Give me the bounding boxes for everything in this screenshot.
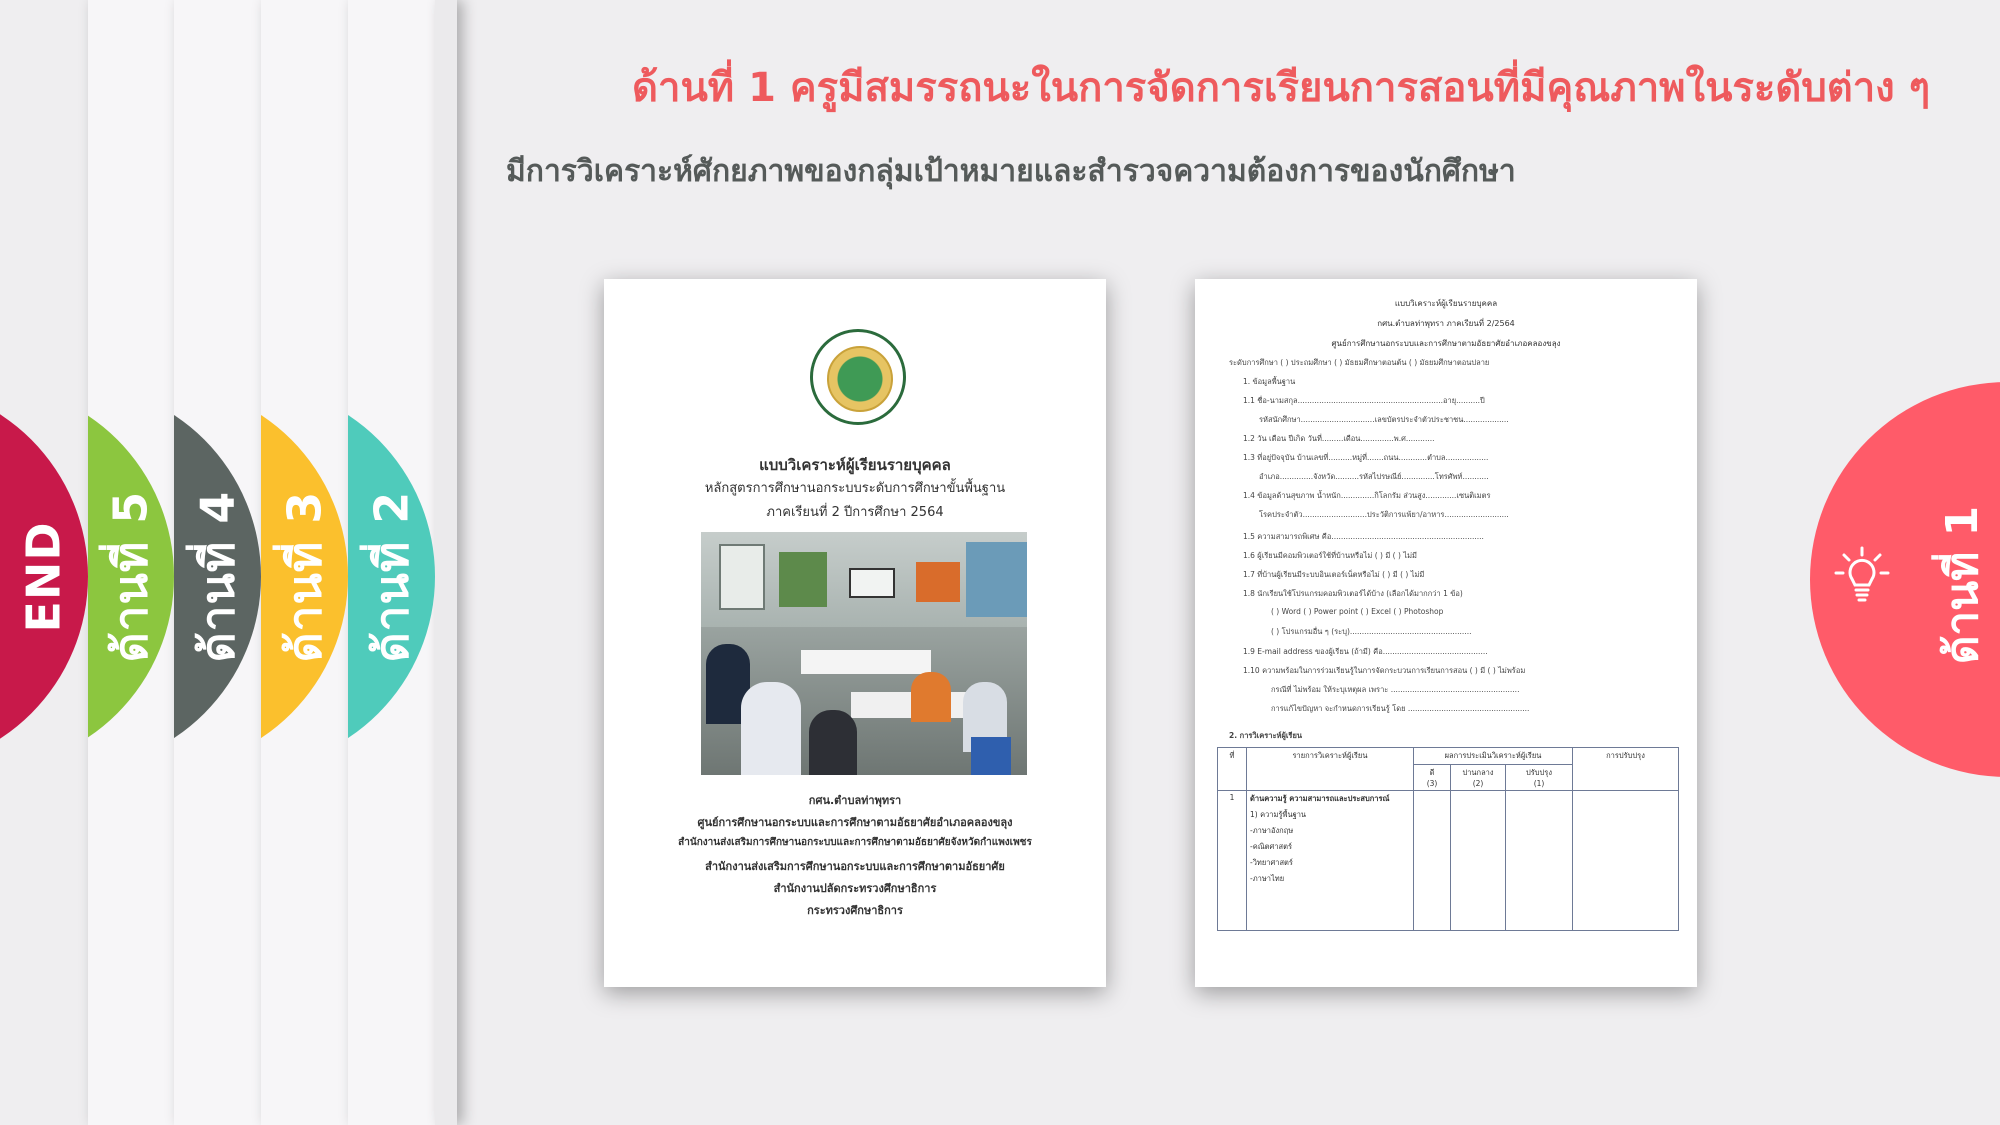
form-field: 1.10 ความพร้อมในการร่วมเรียนรู้ในการจัดกระบวนการเรียนการสอน ( ) มี ( ) ไม่พร้อม [1243,666,1526,675]
row-item: -ภาษาไทย [1250,874,1285,883]
th-no: ที่ [1218,748,1247,791]
th-group: ผลการประเมินวิเคราะห์ผู้เรียน [1414,748,1573,765]
row-cell-fix [1506,791,1573,931]
row-item: -วิทยาศาสตร์ [1250,858,1293,867]
form-h2: กศน.ตำบลท่าพุทรา ภาคเรียนที่ 2/2564 [1377,319,1515,328]
form-field: รหัสนักศึกษา...............................เลขบัตรประจำตัวประชาชน................... [1259,415,1509,424]
row-item: -ภาษาอังกฤษ [1250,826,1294,835]
row-title: ด้านความรู้ ความสามารถและประสบการณ์ [1250,794,1390,803]
row-cell-good [1414,791,1451,931]
row-item: -คณิตศาสตร์ [1250,842,1293,851]
doc-org5: สำนักงานปลัดกระทรวงศึกษาธิการ [773,882,937,895]
document-form-page [1195,279,1697,987]
tab-end-label: END [17,520,72,633]
form-section-2: 2. การวิเคราะห์ผู้เรียน [1229,731,1302,740]
row-cell-plan [1573,791,1679,931]
th-mid [1451,765,1506,791]
form-field: 1.5 ความสามารถพิเศษ คือ................................................................ [1243,532,1484,541]
form-field: 1.8 นักเรียนใช้โปรแกรมคอมพิวเตอร์ได้บ้าง (เลือกได้มากกว่า 1 ข้อ) [1243,589,1463,598]
doc-line2: ภาคเรียนที่ 2 ปีการศึกษา 2564 [766,505,944,520]
form-field: 1.7 ที่บ้านผู้เรียนมีระบบอินเตอร์เน็ตหรือไม่ ( ) มี ( ) ไม่มี [1243,570,1425,579]
tab-4[interactable] [174,383,261,770]
lightbulb-icon [1832,545,1892,605]
row-cell-mid [1451,791,1506,931]
th-good-score: (3) [1426,779,1438,788]
th-plan: การปรับปรุง [1573,748,1679,791]
form-level: ระดับการศึกษา ( ) ประถมศึกษา ( ) มัธยมศึกษาตอนต้น ( ) มัธยมศึกษาตอนปลาย [1229,358,1490,367]
doc-org3: สำนักงานส่งเสริมการศึกษานอกระบบและการศึกษาตามอัธยาศัยจังหวัดกำแพงเพชร [678,837,1032,848]
form-field: 1.1 ชื่อ-นามสกุล.............................................................อายุ..........ปี [1243,396,1485,405]
th-fix-label: ปรับปรุง [1525,768,1552,777]
nav-strip-1 [435,0,457,1125]
tab-2[interactable] [348,383,435,770]
page-title: ด้านที่ 1 ครูมีสมรรถนะในการจัดการเรียนการสอนที่มีคุณภาพในระดับต่าง ๆ [632,65,1931,111]
th-good-label: ดี [1429,768,1435,777]
th-good [1414,765,1451,791]
row-content [1247,791,1414,931]
form-h3: ศูนย์การศึกษานอกระบบและการศึกษาตามอัธยาศัยอำเภอคลองขลุง [1331,339,1561,348]
form-field: ( ) Word ( ) Power point ( ) Excel ( ) Photoshop [1271,607,1444,616]
form-field: 1.4 ข้อมูลด้านสุขภาพ น้ำหนัก..............กิโลกรัม ส่วนสูง.............เซนติเมตร [1243,491,1491,500]
form-field: ( ) โปรแกรมอื่น ๆ (ระบุ)................................................... [1271,627,1472,636]
form-field: 1.3 ที่อยู่ปัจจุบัน บ้านเลขที่..........หมู่ที่.......ถนน............ตำบล.................. [1243,453,1489,462]
form-field: 1.6 ผู้เรียนมีคอมพิวเตอร์ใช้ที่บ้านหรือไม่ ( ) มี ( ) ไม่มี [1243,551,1417,560]
row-item: 1) ความรู้พื้นฐาน [1250,810,1307,819]
tab-5[interactable] [88,383,174,770]
doc-org2: ศูนย์การศึกษานอกระบบและการศึกษาตามอัธยาศัยอำเภอคลองขลุง [697,816,1013,829]
doc-org4: สำนักงานส่งเสริมการศึกษานอกระบบและการศึกษาตามอัธยาศัย [705,860,1005,873]
document-cover-page [604,279,1106,987]
tab-3[interactable] [261,383,348,770]
tab-2-label: ด้านที่ 2 [364,490,418,663]
doc-org1: กศน.ตำบลท่าพุทรา [808,794,902,807]
form-field: อำเภอ..............จังหวัด..........รหัสไปรษณีย์..............โทรศัพท์........... [1259,472,1489,481]
row-no: 1 [1218,791,1247,931]
doc-line1: หลักสูตรการศึกษานอกระบบระดับการศึกษาขั้นพื้นฐาน [704,481,1006,496]
org-seal-logo [810,329,906,425]
analysis-table [1217,747,1679,931]
doc-org6: กระทรวงศึกษาธิการ [807,904,903,917]
th-fix-score: (1) [1533,779,1545,788]
form-field: โรคประจำตัว...........................ประวัติการแพ้ยา/อาหาร........................... [1259,510,1509,519]
form-field: การแก้ไขปัญหา จะกำหนดการเรียนรู้ โดย ................................................... [1271,704,1530,713]
tab-4-label: ด้านที่ 4 [190,490,244,663]
form-field: กรณีที่ ไม่พร้อม ให้ระบุเหตุผล เพราะ ...................................................... [1271,685,1520,694]
form-h1: แบบวิเคราะห์ผู้เรียนรายบุคคล [1394,299,1498,308]
form-field: 1.2 วัน เดือน ปีเกิด วันที่.........เดือน..............พ.ศ............ [1243,434,1435,443]
tab-3-label: ด้านที่ 3 [277,490,331,663]
form-field: 1.9 E-mail address ของผู้เรียน (ถ้ามี) คือ............................................ [1243,647,1488,656]
th-fix [1506,765,1573,791]
tab-1-label: ด้านที่ 1 [1937,505,1989,665]
tab-end[interactable] [0,383,88,770]
tab-5-label: ด้านที่ 5 [103,490,158,663]
classroom-photo [701,532,1027,775]
th-mid-label: ปานกลาง [1462,768,1494,777]
page-subtitle: มีการวิเคราะห์ศักยภาพของกลุ่มเป้าหมายและสำรวจความต้องการของนักศึกษา [506,154,1516,189]
doc-title: แบบวิเคราะห์ผู้เรียนรายบุคคล [759,456,951,474]
th-mid-score: (2) [1472,779,1484,788]
th-item: รายการวิเคราะห์ผู้เรียน [1247,748,1414,791]
form-field: 1. ข้อมูลพื้นฐาน [1243,377,1296,386]
